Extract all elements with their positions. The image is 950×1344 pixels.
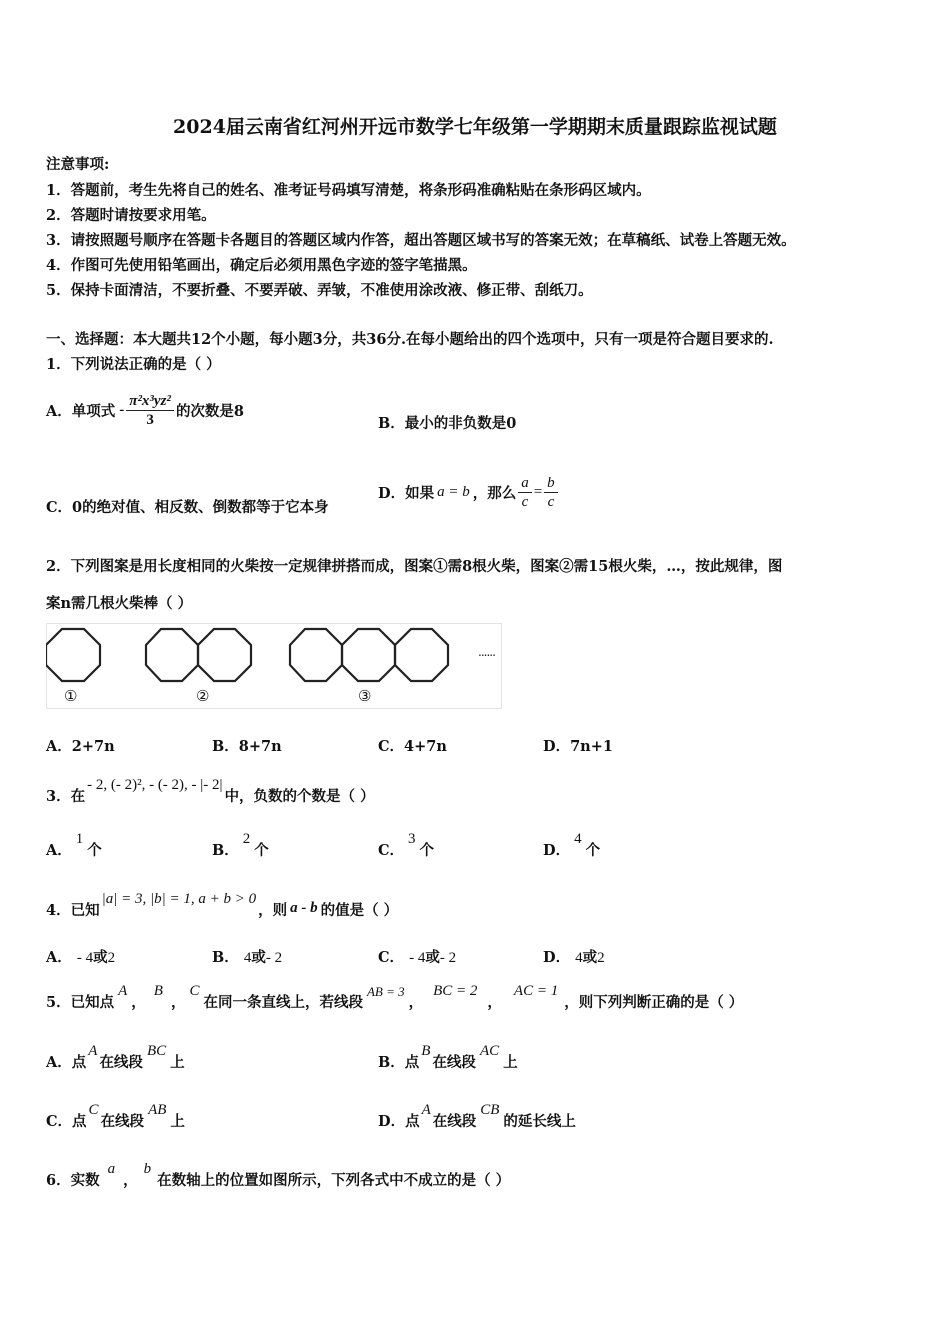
q5-option-d xyxy=(378,1097,576,1131)
q4-c-value-2: - 2 xyxy=(439,950,457,966)
q5-d-point: A xyxy=(421,1102,431,1118)
q5-b-point: B xyxy=(421,1043,431,1059)
q1-d-equals: = xyxy=(533,483,543,500)
q4-option-b xyxy=(212,946,282,967)
q2-matchstick-figure xyxy=(46,623,502,709)
q1-a-fraction xyxy=(126,393,174,428)
q4-c-label: C． xyxy=(378,949,405,966)
q1-d-fraction-2 xyxy=(544,475,558,510)
q1-d-fraction-1 xyxy=(518,475,532,510)
q4-b-or: 或 xyxy=(251,949,266,966)
q3-option-d xyxy=(543,828,600,860)
q4-expression: a - b xyxy=(290,900,318,916)
q3-a-number: 1 xyxy=(75,831,84,847)
q6-variable-b: b xyxy=(143,1161,152,1177)
q1-option-a xyxy=(46,388,244,432)
q5-stem xyxy=(46,978,743,1012)
q4-d-label: D． xyxy=(543,949,571,966)
q5-a-middle: 在线段 xyxy=(99,1054,143,1071)
q5-c-middle: 在线段 xyxy=(100,1113,145,1130)
octagon-1-1 xyxy=(46,629,100,681)
q2-option-b: B．8+7n xyxy=(212,738,282,755)
q3-prefix: 3．在 xyxy=(46,788,86,805)
q3-option-c xyxy=(378,828,434,860)
section-heading: 一、选择题：本大题共12个小题，每小题3分，共36分.在每小题给出的四个选项中，只有一项是符合题目要求的. xyxy=(46,331,774,348)
q5-sep-1: ， xyxy=(131,994,146,1011)
q4-option-c xyxy=(378,946,456,967)
q6-variable-a: a xyxy=(107,1161,116,1177)
q5-b-segment: AC xyxy=(479,1043,500,1059)
q3-d-unit: 个 xyxy=(585,842,601,859)
note-item-3: 3．请按照题号顺序在答题卡各题目的答题区域内作答，超出答题区域书写的答案无效；在草稿纸、试卷上答题无效。 xyxy=(46,232,796,249)
q1-d-f2-den: c xyxy=(547,493,555,510)
q5-c-point: C xyxy=(88,1102,99,1118)
q5-d-segment: CB xyxy=(480,1102,500,1118)
q3-stem xyxy=(46,770,375,806)
notes-heading: 注意事项: xyxy=(46,156,110,173)
q4-a-value-2: 2 xyxy=(107,950,116,966)
q5-segment-ab: AB = 3 xyxy=(366,984,405,999)
q6-prefix: 6．实数 xyxy=(46,1172,100,1189)
matchstick-pattern-svg xyxy=(46,623,502,709)
q1-a-minus: - xyxy=(119,401,125,418)
q1-a-suffix: 的次数是8 xyxy=(175,402,245,420)
q4-middle: ，则 xyxy=(258,902,288,919)
q5-option-c xyxy=(46,1097,185,1131)
q1-option-c: C．0的绝对值、相反数、倒数都等于它本身 xyxy=(46,499,329,516)
q5-a-point: A xyxy=(88,1043,98,1059)
q5-middle: 在同一条直线上，若线段 xyxy=(203,994,363,1011)
q4-c-value-1: - 4 xyxy=(409,950,426,966)
q5-c-prefix: C．点 xyxy=(46,1113,87,1130)
q1-a-denominator: 3 xyxy=(146,411,154,428)
q5-b-middle: 在线段 xyxy=(432,1054,476,1071)
q1-stem: 1．下列说法正确的是（ ） xyxy=(46,356,221,373)
q6-stem xyxy=(46,1156,510,1190)
q5-c-suffix: 上 xyxy=(170,1113,185,1130)
q5-prefix: 5．已知点 xyxy=(46,994,115,1011)
q3-a-unit: 个 xyxy=(87,842,102,859)
q5-d-suffix: 的延长线上 xyxy=(503,1113,576,1130)
q3-expression: - 2, (- 2)², - (- 2), - |- 2| xyxy=(87,777,223,793)
q5-point-b: B xyxy=(153,983,163,999)
q4-suffix: 的值是（ ） xyxy=(320,902,399,919)
pattern-label-1: ① xyxy=(64,687,78,705)
page-title: 2024届云南省红河州开远市数学七年级第一学期期末质量跟踪监视试题 xyxy=(173,116,777,138)
q3-c-label: C． xyxy=(378,842,405,859)
note-item-4: 4．作图可先使用铅笔画出，确定后必须用黑色字迹的签字笔描黑。 xyxy=(46,257,477,274)
q5-point-c: C xyxy=(189,983,200,999)
q3-b-unit: 个 xyxy=(254,842,269,859)
q6-sep: ， xyxy=(123,1172,138,1189)
q4-prefix: 4．已知 xyxy=(46,902,100,919)
q2-option-a: A．2+7n xyxy=(46,738,115,755)
q2-stem-line-1: 2．下列图案是用长度相同的火柴按一定规律拼搭而成，图案①需8根火柴，图案②需15根火柴，…，按此规律，图 xyxy=(46,558,783,575)
q2-option-c: C．4+7n xyxy=(378,738,447,755)
q5-segment-bc: BC = 2 xyxy=(433,983,478,999)
q3-b-number: 2 xyxy=(242,831,251,847)
q1-option-b: B．最小的非负数是0 xyxy=(378,415,517,432)
pattern-continuation-dots: ...... xyxy=(478,645,495,659)
q4-b-label: B． xyxy=(212,949,239,966)
q5-d-prefix: D．点 xyxy=(378,1113,420,1130)
q4-a-label: A． xyxy=(46,949,72,966)
octagon-2-2 xyxy=(198,629,251,681)
q3-d-label: D． xyxy=(543,842,571,859)
q5-sep-2: ， xyxy=(170,994,186,1011)
note-item-2: 2．答题时请按要求用笔。 xyxy=(46,207,216,224)
q4-b-value-1: 4 xyxy=(243,950,252,966)
q3-d-number: 4 xyxy=(574,831,582,847)
pattern-label-3: ③ xyxy=(358,687,372,705)
q1-option-d xyxy=(378,470,560,514)
octagon-3-1 xyxy=(290,629,342,681)
q1-d-prefix: D．如果 xyxy=(378,484,435,502)
q3-option-b xyxy=(212,828,269,860)
q2-stem-line-2: 案n需几根火柴棒（ ） xyxy=(46,595,193,612)
q5-a-suffix: 上 xyxy=(170,1054,185,1071)
q1-a-numerator: π²x³yz² xyxy=(126,393,174,411)
octagon-2-1 xyxy=(146,629,198,681)
q4-stem xyxy=(46,888,398,920)
octagon-3-3 xyxy=(395,629,448,681)
pattern-label-2: ② xyxy=(196,687,210,705)
q3-option-a xyxy=(46,828,102,860)
q1-a-prefix: A．单项式 xyxy=(46,402,116,420)
q5-suffix: ，则下列判断正确的是（ ） xyxy=(564,994,744,1011)
q4-d-or: 或 xyxy=(582,949,598,966)
note-item-5: 5．保持卡面清洁，不要折叠、不要弄破、弄皱，不准使用涂改液、修正带、刮纸刀。 xyxy=(46,282,593,299)
q4-a-value-1: - 4 xyxy=(76,950,94,966)
q4-a-or: 或 xyxy=(93,949,108,966)
q3-a-label: A． xyxy=(46,842,72,859)
q5-b-suffix: 上 xyxy=(503,1054,518,1071)
note-item-1: 1．答题前，考生先将自己的姓名、准考证号码填写清楚，将条形码准确粘贴在条形码区域内。 xyxy=(46,182,651,199)
q5-option-a xyxy=(46,1038,185,1072)
q4-d-value-1: 4 xyxy=(575,950,583,966)
q4-c-or: 或 xyxy=(425,949,440,966)
q1-d-f2-num: b xyxy=(544,475,558,493)
q1-d-middle: ，那么 xyxy=(472,484,517,502)
octagon-3-2 xyxy=(342,629,395,681)
q2-option-d: D．7n+1 xyxy=(543,738,613,755)
q4-d-value-2: 2 xyxy=(597,950,605,966)
q4-option-d xyxy=(543,946,605,967)
q5-segment-ac: AC = 1 xyxy=(513,983,559,999)
q5-sep-4: ， xyxy=(487,994,502,1011)
q1-d-condition: a = b xyxy=(437,483,470,500)
q5-a-segment: BC xyxy=(146,1043,167,1059)
figure-frame xyxy=(47,624,502,709)
q3-c-number: 3 xyxy=(408,831,416,847)
q3-c-unit: 个 xyxy=(419,842,435,859)
q5-sep-3: ， xyxy=(408,994,424,1011)
q5-c-segment: AB xyxy=(148,1102,167,1118)
q5-a-prefix: A．点 xyxy=(46,1054,87,1071)
q3-suffix: 中，负数的个数是（ ） xyxy=(224,788,375,805)
q5-point-a: A xyxy=(118,983,128,999)
q3-b-label: B． xyxy=(212,842,239,859)
q1-d-f1-den: c xyxy=(521,493,529,510)
q4-condition: |a| = 3, |b| = 1, a + b > 0 xyxy=(101,891,257,907)
q4-b-value-2: - 2 xyxy=(265,950,283,966)
q4-option-a xyxy=(46,946,115,967)
q5-d-middle: 在线段 xyxy=(432,1113,477,1130)
q5-b-prefix: B．点 xyxy=(378,1054,420,1071)
q1-d-f1-num: a xyxy=(518,475,532,493)
q5-option-b xyxy=(378,1038,518,1072)
q6-suffix: 在数轴上的位置如图所示，下列各式中不成立的是（ ） xyxy=(157,1172,511,1189)
